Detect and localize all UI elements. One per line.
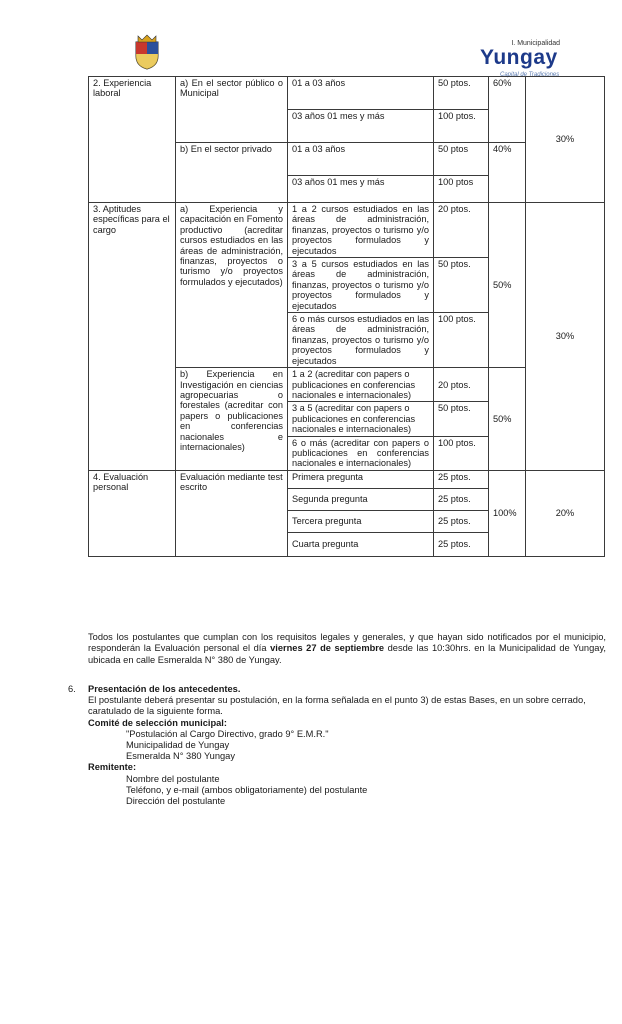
points-cell: 100 ptos. bbox=[434, 313, 489, 368]
range-cell: Tercera pregunta bbox=[288, 510, 434, 532]
committee-line: "Postulación al Cargo Directivo, grado 9° E.M.R." bbox=[126, 728, 329, 739]
committee-label: Comité de selección municipal: bbox=[88, 717, 227, 728]
points-cell: 100 ptos. bbox=[434, 110, 489, 143]
range-cell: 1 a 2 cursos estudiados en las áreas de administración, finanzas, proyectos o turismo y/o proyectos formulados y ejecutados bbox=[288, 203, 434, 258]
range-cell: 6 o más (acreditar con papers o publicaciones en conferencias nacionales e internacionales) bbox=[288, 436, 434, 470]
points-cell: 50 ptos. bbox=[434, 258, 489, 313]
range-cell: 03 años 01 mes y más bbox=[288, 176, 434, 203]
section-number: 6. bbox=[68, 684, 76, 694]
notice-text: desde las 10:30hrs. en la Municipalidad de Yungay, ubicada en calle Esmeralda N° 380 de Yungay. bbox=[88, 643, 606, 665]
points-cell: 20 ptos. bbox=[434, 203, 489, 258]
range-cell: 01 a 03 años bbox=[288, 77, 434, 110]
total-weight-cell: 30% bbox=[526, 203, 605, 471]
weight-cell: 40% bbox=[489, 143, 526, 203]
points-cell: 50 ptos bbox=[434, 143, 489, 176]
total-weight-cell: 20% bbox=[526, 470, 605, 556]
logo-tagline: Capital de Tradiciones bbox=[500, 72, 560, 78]
sender-label: Remitente: bbox=[88, 762, 137, 773]
section-body: El postulante deberá presentar su postulación, en la forma señalada en el punto 3) de estas Bases, en un sobre cerrado, caratulado de la siguiente forma. bbox=[88, 695, 586, 717]
table-row bbox=[89, 77, 605, 110]
points-cell: 100 ptos. bbox=[434, 436, 489, 470]
points-cell: 25 ptos. bbox=[434, 510, 489, 532]
criterion-cell: 2. Experiencia laboral bbox=[89, 77, 176, 203]
logo-title: Yungay bbox=[480, 46, 558, 69]
weight-cell: 50% bbox=[489, 368, 526, 471]
notice-text: Todos los postulantes que cumplan con los requisitos legales y generales, y que hayan sido notificados por el municipio, responderán la Evaluación personal el día bbox=[88, 632, 606, 654]
sender-line: Dirección del postulante bbox=[126, 796, 226, 807]
criterion-cell: 4. Evaluación personal bbox=[89, 470, 176, 556]
range-cell: 1 a 2 (acreditar con papers o publicaciones en conferencias nacionales e internacionales) bbox=[288, 368, 434, 402]
range-cell: 01 a 03 años bbox=[288, 143, 434, 176]
weight-cell: 60% bbox=[489, 77, 526, 143]
notice-date: viernes 27 de septiembre bbox=[270, 643, 385, 654]
sender-line: Teléfono, y e-mail (ambos obligatoriamente) del postulante bbox=[126, 784, 368, 795]
subcriterion-cell: b) Experiencia en Investigación en ciencias agropecuarias o forestales (acreditar con papers o publicaciones en conferencias nacionales e internacionales) bbox=[176, 368, 288, 471]
range-cell: 3 a 5 (acreditar con papers o publicaciones en conferencias nacionales e internacionales) bbox=[288, 402, 434, 436]
committee-line: Esmeralda N° 380 Yungay bbox=[126, 751, 235, 762]
evaluation-table bbox=[88, 76, 605, 557]
section-6 bbox=[68, 684, 610, 807]
logo-subtitle: I. Municipalidad bbox=[511, 40, 560, 47]
range-cell: 03 años 01 mes y más bbox=[288, 110, 434, 143]
range-cell: 6 o más cursos estudiados en las áreas de administración, finanzas, proyectos o turismo y/o proyectos formulados y ejecutados bbox=[288, 313, 434, 368]
points-cell: 25 ptos. bbox=[434, 532, 489, 556]
points-cell: 100 ptos bbox=[434, 176, 489, 203]
evaluation-notice-paragraph bbox=[88, 632, 606, 666]
subcriterion-cell: a) Experiencia y capacitación en Fomento productivo (acreditar cursos estudiados en las áreas de administración, finanzas, proyectos o turismo y/o proyectos formulados y ejecutados) bbox=[176, 203, 288, 368]
range-cell: Primera pregunta bbox=[288, 470, 434, 488]
sender-line: Nombre del postulante bbox=[126, 773, 220, 784]
points-cell: 50 ptos. bbox=[434, 402, 489, 436]
municipal-crest-icon bbox=[132, 34, 162, 70]
weight-cell: 100% bbox=[489, 470, 526, 556]
points-cell: 25 ptos. bbox=[434, 470, 489, 488]
subcriterion-cell: Evaluación mediante test escrito bbox=[176, 470, 288, 556]
range-cell: Cuarta pregunta bbox=[288, 532, 434, 556]
weight-cell: 50% bbox=[489, 203, 526, 368]
committee-line: Municipalidad de Yungay bbox=[126, 740, 230, 751]
table-row bbox=[89, 203, 605, 258]
points-cell: 20 ptos. bbox=[434, 368, 489, 402]
total-weight-cell: 30% bbox=[526, 77, 605, 203]
points-cell: 50 ptos. bbox=[434, 77, 489, 110]
subcriterion-cell: a) En el sector público o Municipal bbox=[176, 77, 288, 143]
range-cell: Segunda pregunta bbox=[288, 488, 434, 510]
subcriterion-cell: b) En el sector privado bbox=[176, 143, 288, 203]
range-cell: 3 a 5 cursos estudiados en las áreas de administración, finanzas, proyectos o turismo y/o proyectos formulados y ejecutados bbox=[288, 258, 434, 313]
section-title: Presentación de los antecedentes. bbox=[88, 684, 241, 694]
points-cell: 25 ptos. bbox=[434, 488, 489, 510]
table-row bbox=[89, 470, 605, 488]
criterion-cell: 3. Aptitudes específicas para el cargo bbox=[89, 203, 176, 471]
